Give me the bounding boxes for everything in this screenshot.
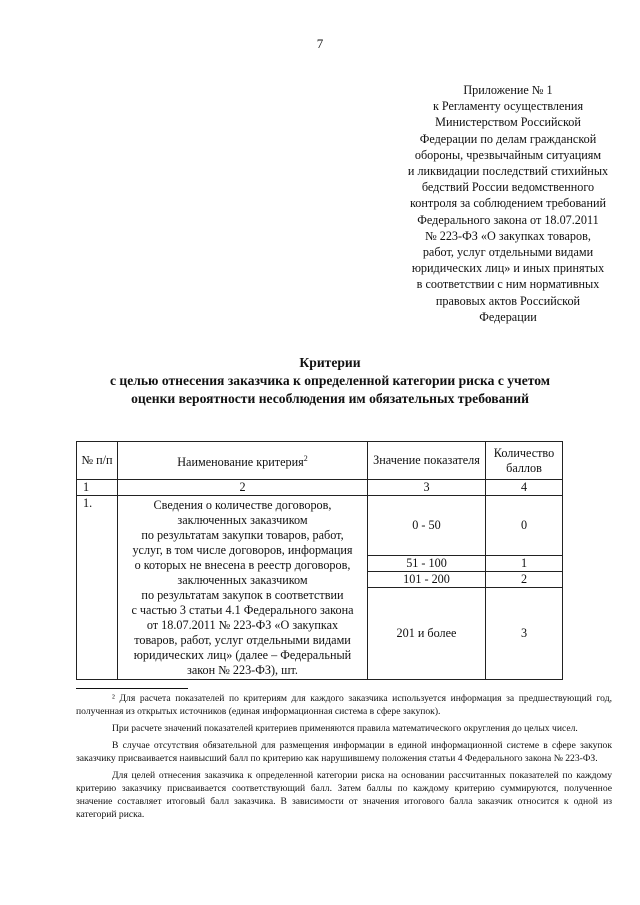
title-line: оценки вероятности несоблюдения им обязательных требований	[131, 391, 529, 406]
document-title	[40, 354, 620, 408]
criterion-line: заключенных заказчиком	[177, 573, 308, 587]
criterion-line: по результатам закупки товаров, работ,	[141, 528, 344, 542]
appendix-line: Федерации	[479, 309, 537, 324]
index-cell: 2	[118, 480, 368, 496]
criterion-line: с частью 3 статьи 4.1 Федерального закона	[131, 603, 354, 617]
appendix-line: и ликвидации последствий стихийных	[407, 164, 609, 179]
score-value: 1	[486, 556, 563, 572]
criterion-line: Сведения о количестве договоров,	[153, 498, 332, 512]
table-row	[77, 496, 563, 556]
value-range: 51 - 100	[368, 556, 486, 572]
appendix-line: № 223-ФЗ «О закупках товаров,	[425, 228, 591, 243]
index-cell: 3	[368, 480, 486, 496]
title-line: с целью отнесения заказчика к определенной категории риска с учетом	[109, 373, 551, 388]
footnote-ref: 2	[303, 453, 308, 463]
appendix-line: обороны, чрезвычайным ситуациям	[414, 147, 602, 162]
value-range: 0 - 50	[368, 496, 486, 556]
appendix-line: юридических лиц» и иных принятых	[411, 261, 605, 276]
footnote-paragraph: В случае отсутствия обязательной для размещения информации в единой информационной системе в сфере закупок заказчику присваивается наивысший балл по критерию как нарушившему положения статьи 4 Федерального закона № 223-ФЗ.	[76, 740, 612, 764]
appendix-line: бедствий России ведомственного	[421, 180, 595, 195]
title-line: Критерии	[299, 355, 361, 370]
criterion-line: закон № 223-ФЗ), шт.	[187, 663, 298, 677]
appendix-line: контроля за соблюдением требований	[409, 196, 607, 211]
criterion-line: товаров, работ, услуг отдельными видами	[134, 633, 351, 647]
header-num: № п/п	[77, 442, 118, 480]
footnote-paragraph: ² Для расчета показателей по критериям для каждого заказчика используется информация за предшествующий год, полученная из открытых источников (единая информационная система в сфере закупок).	[76, 693, 612, 717]
appendix-line: правовых актов Российской	[435, 293, 581, 308]
header-name-text: Наименование критерия	[177, 455, 304, 470]
index-cell: 4	[486, 480, 563, 496]
score-value: 2	[486, 572, 563, 588]
criterion-line: по результатам закупок в соответствии	[141, 588, 344, 602]
criterion-line: заключенных заказчиком	[177, 513, 308, 527]
table-header-row	[77, 442, 563, 480]
appendix-line: Приложение № 1	[463, 83, 553, 97]
appendix-line: Федерального закона от 18.07.2011	[417, 212, 599, 227]
criterion-description	[118, 496, 368, 680]
value-range: 201 и более	[368, 588, 486, 680]
criterion-line: от 18.07.2011 № 223-ФЗ «О закупках	[146, 618, 339, 632]
appendix-header	[392, 82, 624, 325]
value-range: 101 - 200	[368, 572, 486, 588]
header-value: Значение показателя	[368, 442, 486, 480]
index-cell: 1	[77, 480, 118, 496]
score-value: 0	[486, 496, 563, 556]
appendix-line: к Регламенту осуществления	[432, 99, 584, 114]
footnote-paragraph: Для целей отнесения заказчика к определенной категории риска на основании рассчитанных показателей по каждому критерию заказчику присваивается соответствующий балл. Затем баллы по каждому критерию суммируются, полученное значение составляет итоговый балл заказчика. В зависимости от значения итогового балла заказчик относится к одной из категорий риска.	[76, 770, 612, 820]
row-number: 1.	[77, 496, 118, 680]
appendix-line: в соответствии с ним нормативных	[416, 277, 600, 292]
header-criterion-name	[118, 442, 368, 480]
footnote-paragraph: При расчете значений показателей критериев применяются правила математического округления до целых чисел.	[112, 723, 578, 734]
criteria-table	[76, 441, 563, 680]
footnote-divider	[76, 688, 188, 689]
footnotes	[76, 692, 612, 821]
page-number: 7	[316, 36, 324, 51]
score-value: 3	[486, 588, 563, 680]
appendix-line: Федерации по делам гражданской	[419, 131, 597, 146]
criterion-line: юридических лиц» (далее – Федеральный	[133, 648, 352, 662]
appendix-line: работ, услуг отдельными видами	[422, 245, 594, 260]
criterion-line: о которых не внесена в реестр договоров,	[134, 558, 351, 572]
header-score: Количество баллов	[486, 442, 563, 480]
criterion-line: услуг, в том числе договоров, информация	[132, 543, 353, 557]
table-index-row	[77, 480, 563, 496]
appendix-line: Министерством Российской	[435, 115, 581, 130]
